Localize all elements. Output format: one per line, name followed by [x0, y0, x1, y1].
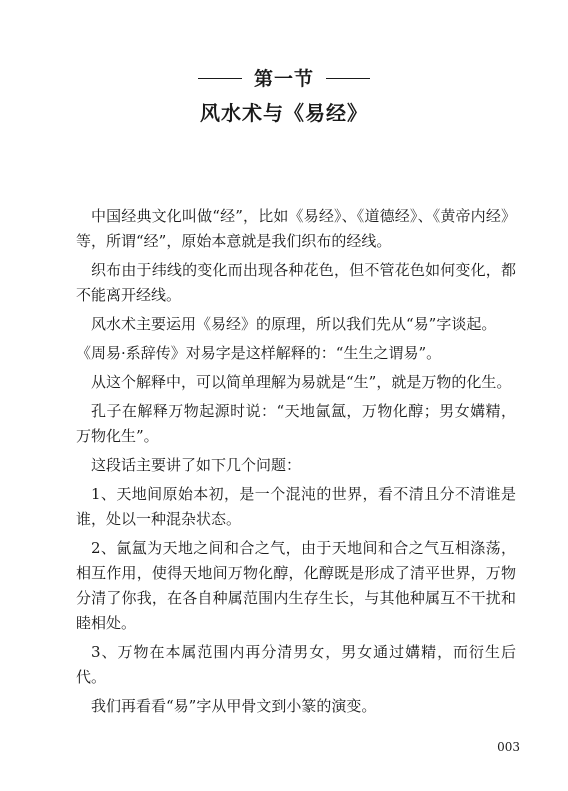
left-rule	[198, 78, 242, 79]
paragraph: 1、天地间原始本初，是一个混沌的世界，看不清且分不清谁是谁，处以一种混杂状态。	[76, 485, 516, 528]
paragraph: 中国经典文化叫做“经”，比如《易经》、《道德经》、《黄帝内经》等，所谓“经”，原始本意就是我们织布的经线。	[76, 207, 516, 250]
paragraph: 2、氤氲为天地之间和合之气，由于天地间和合之气互相涤荡，相互作用，使得天地间万物化醇，化醇既是形成了清平世界，万物分清了你我，在各自种属范围内生存生长，与其他种属互不干扰和睦相处。	[76, 539, 516, 632]
paragraph: 3、万物在本属范围内再分清男女，男女通过媾精，而衍生后代。	[76, 643, 516, 686]
paragraph: 织布由于纬线的变化而出现各种花色，但不管花色如何变化，都不能离开经线。	[76, 261, 516, 304]
section-heading	[0, 64, 568, 91]
paragraph: 孔子在解释万物起源时说：“天地氤氲，万物化醇；男女媾精，万物化生”。	[76, 402, 516, 445]
paragraph: 风水术主要运用《易经》的原理，所以我们先从“易”字谈起。	[91, 315, 497, 333]
page-number: 003	[497, 740, 520, 754]
chapter-title: 风水术与《易经》	[200, 101, 368, 125]
paragraph: 从这个解释中，可以简单理解为易就是“生”，就是万物的化生。	[91, 373, 512, 391]
paragraph: 《周易·系辞传》对易字是这样解释的：“生生之谓易”。	[76, 344, 442, 362]
section-label: 第一节	[253, 68, 314, 90]
body-text	[76, 204, 516, 723]
paragraph: 我们再看看“易”字从甲骨文到小篆的演变。	[91, 697, 377, 715]
right-rule	[326, 78, 370, 79]
paragraph: 这段话主要讲了如下几个问题：	[91, 456, 302, 474]
